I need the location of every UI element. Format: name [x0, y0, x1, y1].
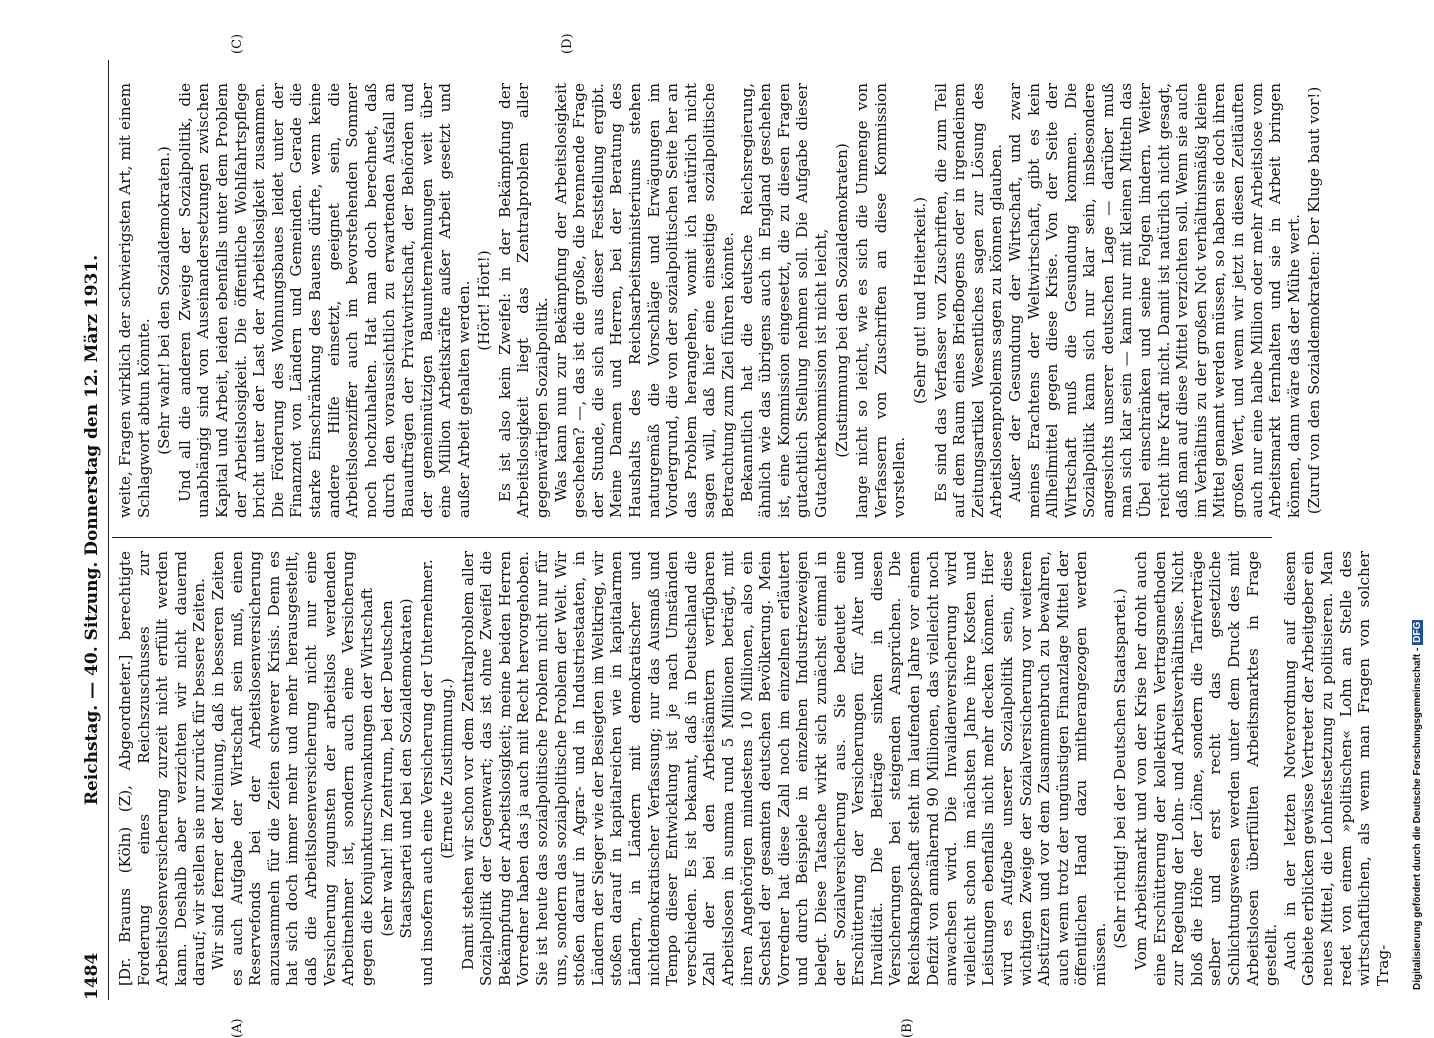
interjection: (Zuruf von den Sozialdemokraten: Der Kluge baut vor!)	[1305, 86, 1324, 515]
paragraph: lange nicht so leicht, wie es sich die Unmenge von Verfassern von Zuschriften an diese Kommission vorstellen.	[853, 83, 909, 518]
paragraph: Es ist also kein Zweifel: in der Bekämpfung der Arbeitslosigkeit liegt das Zentralproblem aller gegenwärtigen Sozialpolitik.	[495, 83, 552, 518]
stamp-text-line	[1412, 10, 1423, 990]
paragraph: Was kann nun zur Bekämpfung der Arbeitslosigkeit geschehen? —, das ist die große, die brennende Frage der Stunde, die sich aus dieser Feststellung ergibt. Meine Damen und Herren, bei der Beratung des Haushalts des Reichsarbeitsministeriums stehen naturgemäß die Vorschläge und Erwägungen im Vordergrund, die von der sozialpolitischen Seite her an das Problem herangehen, womit ich natürlich nicht sagen will, daß hier eine einseitige sozialpolitische Betrachtung zum Ziel führen könnte.	[551, 83, 737, 518]
interjection: (Hört! Hört!)	[475, 250, 494, 351]
paragraph: Damit stehen wir schon vor dem Zentralproblem aller Sozialpolitik der Gegenwart; das ist ohne Zweifel die Bekämpfung der Arbeitslosigkeit; meine beiden Herren Vorredner haben das ja auch mit Recht hervorgehoben. Sie ist heute das sozialpolitische Problem nicht nur für uns, sondern das sozialpolitische Problem der Welt. Wir stoßen darauf in Agrar- und in Industriestaaten, in Ländern der Sieger wie der Besiegten im Weltkrieg, wir stoßen darauf in kapitalreichen wie in kapitalarmen Ländern, in Ländern mit demokratischer und nichtdemokratischer Verfassung; nur das Ausmaß und Tempo dieser Entwicklung ist je nach Umständen verschieden. Es ist bekannt, daß in Deutschland die Zahl der bei den Arbeitsämtern verfügbaren Arbeitslosen in summa rund 5 Millionen beträgt, mit ihren Angehörigen mindestens 10 Millionen, also ein Sechstel der gesamten deutschen Bevölkerung. Mein Vorredner hat diese Zahl noch im einzelnen erläutert und durch Beispiele in einzelnen Industriezweigen belegt. Diese Tatsache wirkt sich zunächst einmal in der Sozialversicherung aus. Sie bedeutet eine Erschütterung der Versicherungen für Alter und Invalidität. Die Beiträge sinken in diesen Versicherungen bei steigenden Ansprüchen. Die Reichsknappschaft steht im laufenden Jahre vor einem Defizit von annähernd 90 Millionen, das vielleicht noch anwachsen wird. Die Invalidenversicherung wird vielleicht schon im nächsten Jahre ihre Kosten und Leistungen ebenfalls nicht mehr decken können. Hier wird es Aufgabe unserer Sozialpolitik sein, diese wichtigen Zweige der Sozialversicherung vor weiteren Abstürzen und vor dem Zusammenbruch zu bewahren, auch wenn trotz der ungünstigen Finanzlage Mittel der öffentlichen Hand dazu mitherangezogen werden müssen.	[458, 551, 1109, 986]
margin-mark-c: (C)	[230, 33, 245, 54]
paragraph: und insofern auch eine Versicherung der Unternehmer.	[417, 559, 436, 986]
right-column	[116, 83, 1326, 518]
interjection: (Erneute Zustimmung.)	[438, 678, 457, 859]
margin-mark-d: (D)	[560, 33, 575, 54]
dfg-logo: DFG	[1412, 621, 1423, 643]
interjection: (Sehr wahr! bei den Sozialdemokraten.)	[155, 146, 174, 455]
column-divider	[112, 537, 1272, 538]
running-title: Reichstag. — 40. Sitzung. Donnerstag den 12. März 1931.	[82, 254, 102, 806]
paragraph: Vom Arbeitsmarkt und von der Krise her droht auch eine Erschütterung der kollektiven Vertragsmethoden zur Regelung der Lohn- und Arbeitsverhältnisse. Nicht bloß die Höhe der Löhne, sondern die Tarifverträge selber und erst recht das gesetzliche Schlichtungswesen werden unter dem Druck des mit Arbeitslosen überfüllten Arbeitsmarktes in Frage gestellt.	[1132, 551, 1281, 986]
page-header	[80, 60, 106, 1000]
paragraph: weite, Fragen wirklich der schwierigsten Art, mit einem Schlagwort abtun könnte.	[116, 83, 153, 518]
paragraph: Es sind das Verfasser von Zuschriften, die zum Teil auf dem Raum eines Briefbogens oder in irgendeinem Zeitungsartikel Wesentliches sagen zur Lösung des Arbeitslosenproblems sagen zu können glauben.	[931, 83, 1006, 518]
paragraph: [Dr. Brauns (Köln) (Z), Abgeordneter.] berechtigte Forderung eines Reichszuschusses zur Arbeitslosenversicherung zurzeit nicht erfüllt werden kann. Deshalb aber verzichten wir nicht dauernd darauf; wir stellen sie nur zurück für bessere Zeiten.	[116, 551, 209, 986]
margin-mark-a: (A)	[230, 1018, 245, 1038]
digitization-stamp	[1412, 10, 1426, 990]
paragraph: Auch in der letzten Notverordnung auf diesem Gebiete erblicken gewisse Vertreter der Arbeitgeber ein neues Mittel, die Lohnfestsetzung zu politisieren. Man redet von einem »politischen« Lohn an Stelle des wirtschaftlichen, als wenn man Fragen von solcher Trag-	[1280, 551, 1392, 986]
margin-mark-b: (B)	[900, 1018, 915, 1038]
interjection: (Sehr richtig! bei der Deutschen Staatspartei.)	[1111, 588, 1130, 949]
paragraph: Wir sind ferner der Meinung, daß in besseren Zeiten es auch Aufgabe der Wirtschaft sein muß, einen Reservefonds bei der Arbeitslosenversicherung anzusammeln für die Zeiten schwerer Krisis. Denn es hat sich doch immer mehr und mehr herausgestellt, daß die Arbeitslosenversicherung nicht nur eine Versicherung zugunsten der arbeitslos werdenden Arbeitnehmer ist, sondern auch eine Versicherung gegen die Konjunkturschwankungen der Wirtschaft	[208, 551, 376, 986]
page-number: 1484	[82, 952, 102, 1000]
interjection: (Zustimmung bei den Sozialdemokraten)	[832, 143, 851, 458]
stamp-text: Digitalisierung gefördert durch die Deutsche Forschungsgemeinschaft -	[1412, 647, 1423, 990]
rotated-document-page	[80, 33, 1392, 1038]
paragraph: Bekanntlich hat die deutsche Reichsregierung, ähnlich wie das übrigens auch in England geschehen ist, eine Kommission eingesetzt, die zu diesen Fragen gutachtlich Stellung nehmen soll. Die Aufgabe dieser Gutachterkommission ist nicht leicht,	[737, 83, 830, 518]
header-rule	[108, 60, 109, 1000]
paragraph: Und all die anderen Zweige der Sozialpolitik, die unabhängig sind von Auseinandersetzungen zwischen Kapital und Arbeit, leiden ebenfalls unter dem Problem der Arbeitslosigkeit. Die öffentliche Wohlfahrtspflege bricht unter der Last der Arbeitslosigkeit zusammen. Die Förderung des Wohnungsbaues leidet unter der Finanznot von Ländern und Gemeinden. Gerade die starke Einschränkung des Bauens dürfte, wenn keine andere Hilfe einsetzt, geeignet sein, die Arbeitslosenziffer auch im bevorstehenden Sommer noch hochzuhalten. Hat man doch berechnet, daß durch den voraussichtlich zu erwartenden Ausfall an Bauaufträgen der Privatwirtschaft, der Behörden und der gemeinnützigen Bauunternehmungen weit über eine Million Arbeitskräfte außer Arbeit gesetzt und außer Arbeit gehalten werden.	[175, 83, 473, 518]
interjection: (sehr wahr! im Zentrum, bei der Deutschen Staatspartei und bei den Sozialdemokraten)	[378, 598, 415, 939]
paragraph: Außer der Gesundung der Wirtschaft, und zwar meines Erachtens der Weltwirtschaft, gibt es kein Allheilmittel gegen diese Krise. Von der Seite der Wirtschaft muß die Gesundung kommen. Die Sozialpolitik kann sich nur klar sein, insbesondere angesichts unserer deutschen Lage — darüber muß man sich klar sein — kann nur mit kleinen Mitteln das Übel einschränken und seine Folgen lindern. Weiter reicht ihre Kraft nicht. Damit ist natürlich nicht gesagt, daß man auf diese Mittel verzichten soll. Wenn sie auch im Verhältnis zu der großen Not verhältnismäßig kleine Mittel genannt werden müssen, so haben sie doch ihren großen Wert, und wenn wir jetzt in diesen Zeitläuften auch nur eine halbe Million oder mehr Arbeitslose vom Arbeitsmarkt fernhalten und sie in Arbeit bringen können, dann wäre das der Mühe wert.	[1005, 83, 1303, 518]
interjection: (Sehr gut! und Heiterkeit.)	[910, 196, 929, 405]
left-column	[116, 551, 1392, 986]
